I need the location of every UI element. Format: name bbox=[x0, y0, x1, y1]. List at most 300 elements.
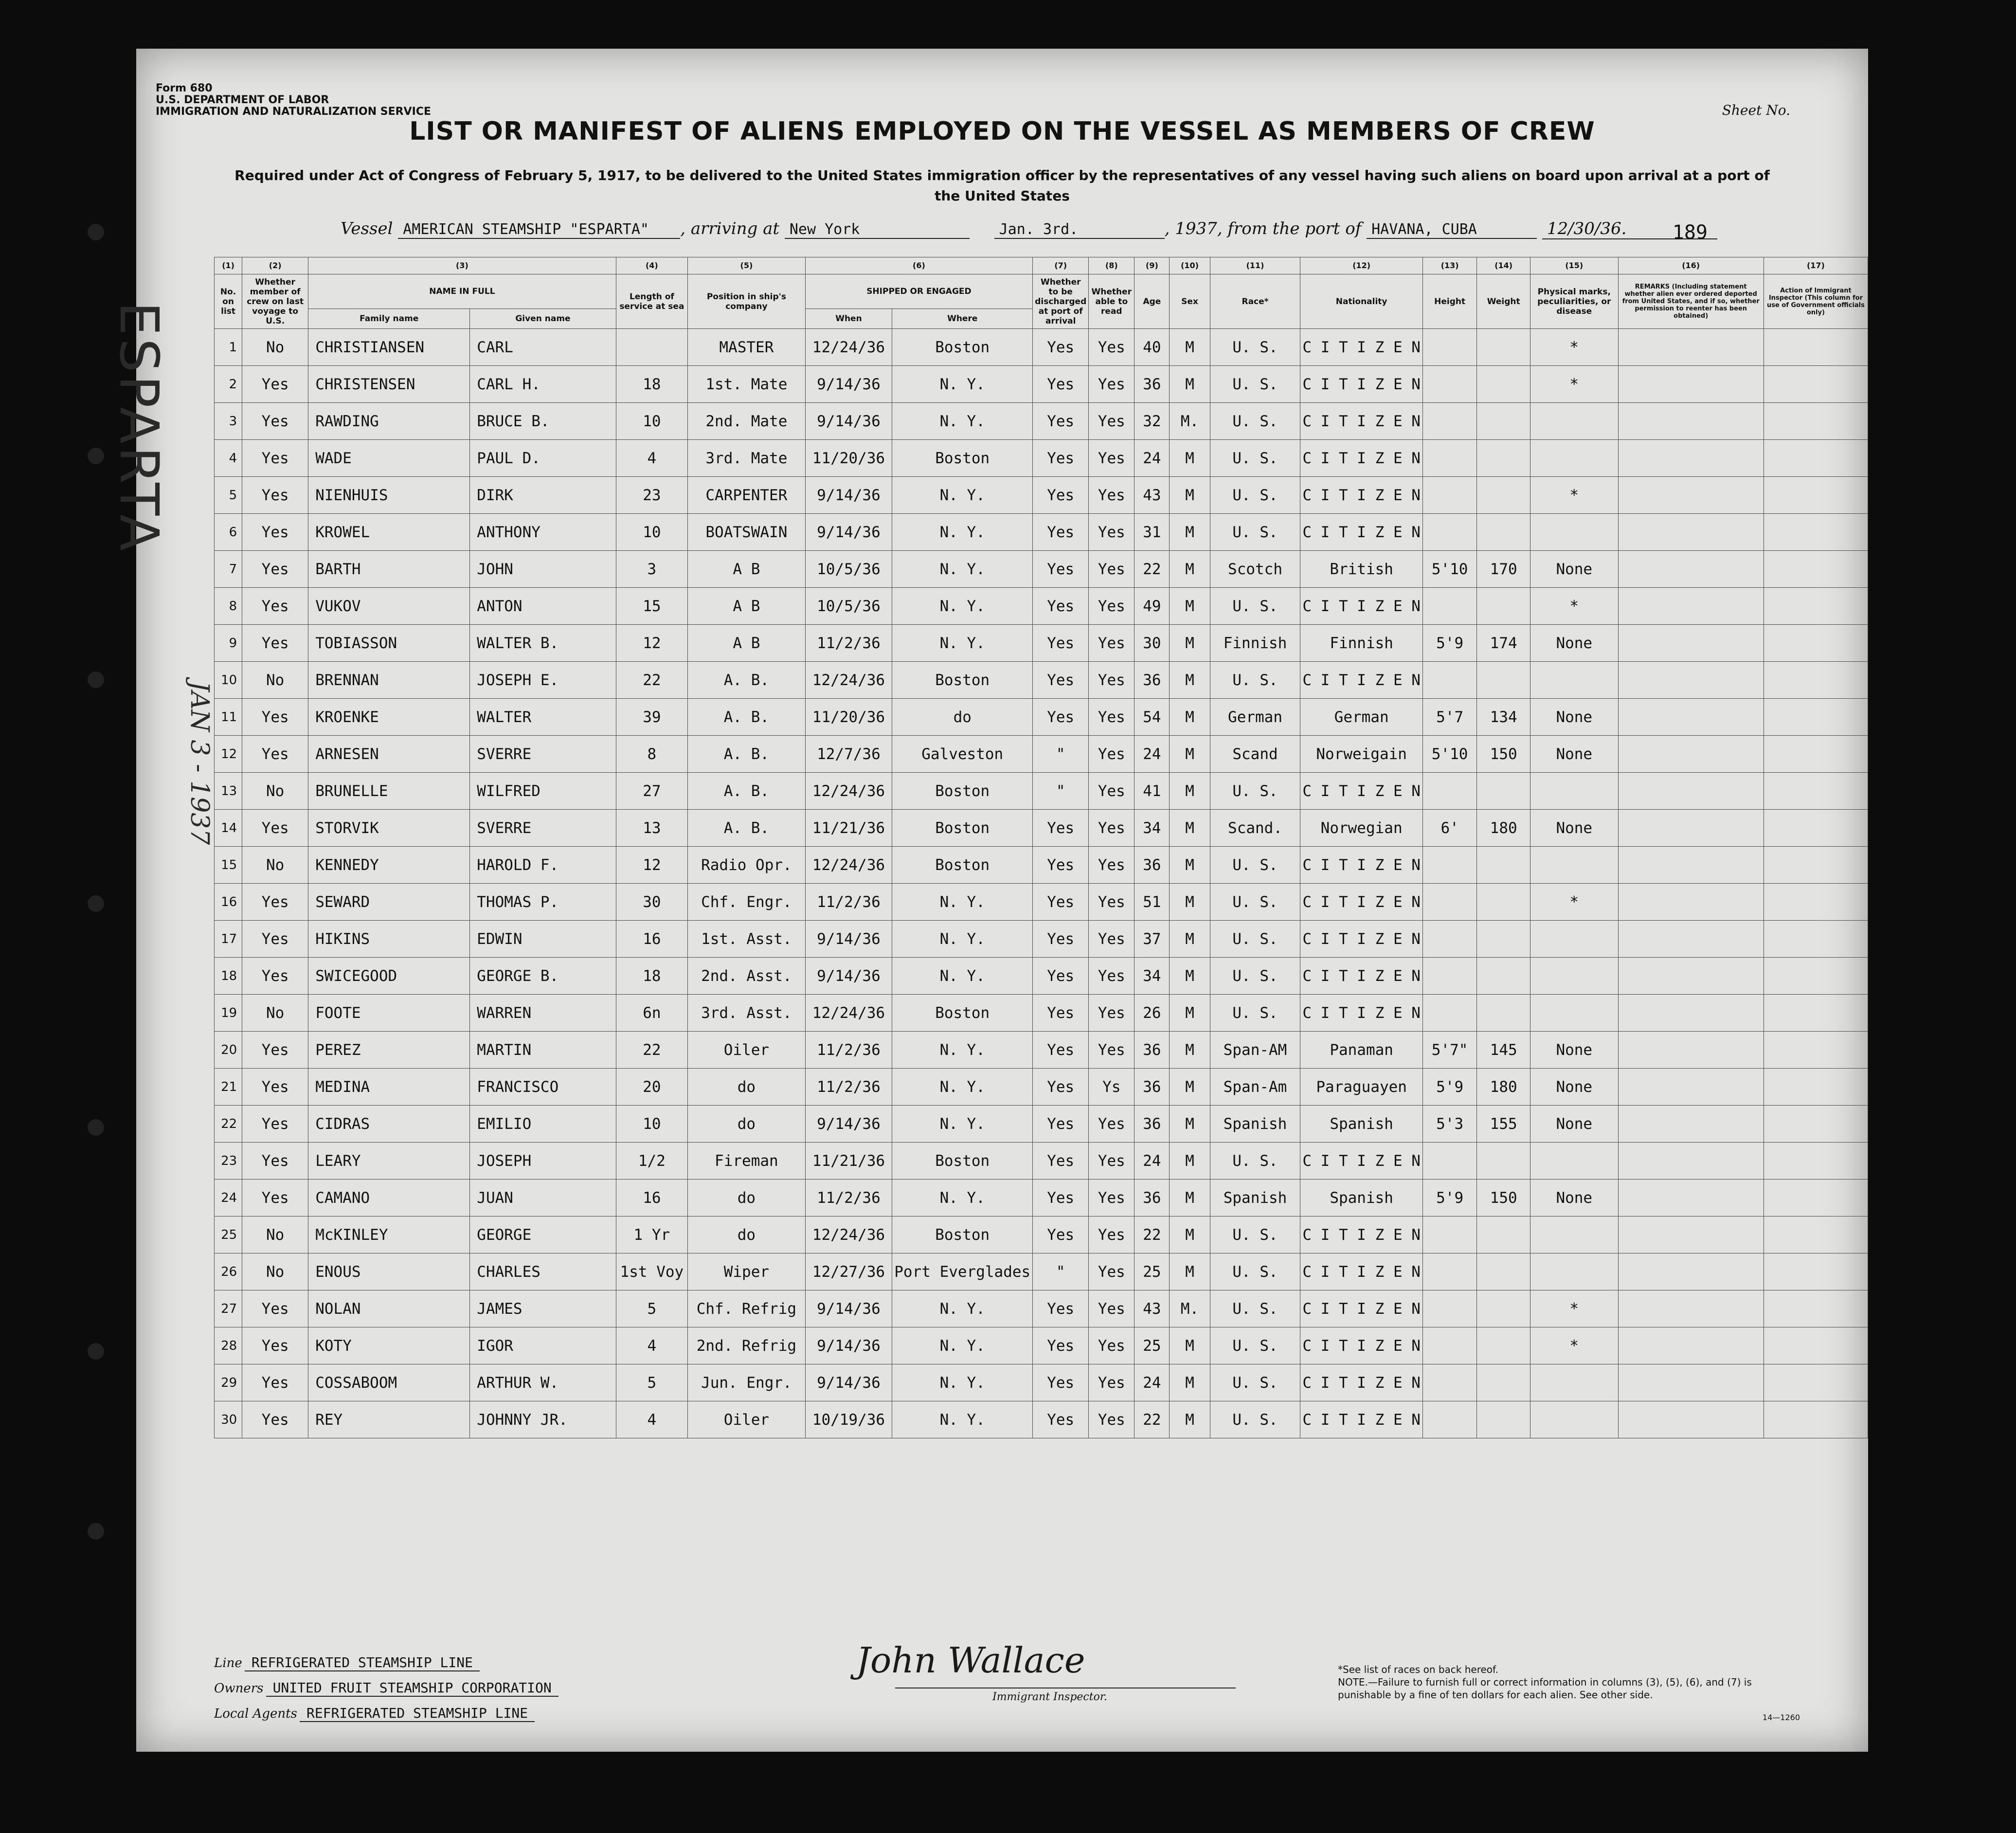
cell-nationality: C I T I Z E N bbox=[1300, 662, 1423, 699]
cell-position: A B bbox=[688, 625, 805, 662]
cell-weight: 180 bbox=[1477, 810, 1530, 847]
cell-length-of-service: 18 bbox=[616, 958, 688, 995]
cell-family-name: REY bbox=[308, 1401, 470, 1438]
cell-where: N. Y. bbox=[892, 921, 1033, 958]
cell-position: 1st. Mate bbox=[688, 366, 805, 403]
cell-inspector-action bbox=[1764, 366, 1868, 403]
cell-able-to-read: Yes bbox=[1089, 736, 1134, 773]
cell-inspector-action bbox=[1764, 958, 1868, 995]
cell-length-of-service: 5 bbox=[616, 1290, 688, 1327]
cell-able-to-read: Yes bbox=[1089, 1253, 1134, 1290]
cell-last-voyage: Yes bbox=[242, 699, 308, 736]
cell-able-to-read: Yes bbox=[1089, 995, 1134, 1032]
column-number-row bbox=[215, 257, 1868, 274]
cell-family-name: STORVIK bbox=[308, 810, 470, 847]
cell-able-to-read: Yes bbox=[1089, 551, 1134, 588]
cell-physical-marks: None bbox=[1530, 1180, 1619, 1216]
cell-list-number: 13 bbox=[215, 773, 242, 810]
cell-age: 22 bbox=[1134, 1216, 1170, 1253]
cell-when: 9/14/36 bbox=[805, 366, 892, 403]
col-number: (13) bbox=[1422, 257, 1476, 274]
cell-nationality: British bbox=[1300, 551, 1423, 588]
punch-hole bbox=[88, 1343, 104, 1360]
cell-discharged: Yes bbox=[1033, 1216, 1089, 1253]
header-height: Height bbox=[1422, 274, 1476, 329]
cell-physical-marks bbox=[1530, 1216, 1619, 1253]
cell-when: 9/14/36 bbox=[805, 1327, 892, 1364]
cell-nationality: German bbox=[1300, 699, 1423, 736]
cell-physical-marks bbox=[1530, 847, 1619, 884]
cell-family-name: NIENHUIS bbox=[308, 477, 470, 514]
penalty-note: NOTE.—Failure to furnish full or correct information in columns (3), (5), (6), and (7) is punishable by a fine of ten dollars for each alien. See other side. bbox=[1338, 1676, 1752, 1701]
cell-sex: M bbox=[1170, 1143, 1210, 1180]
cell-age: 31 bbox=[1134, 514, 1170, 551]
cell-length-of-service: 1/2 bbox=[616, 1143, 688, 1180]
cell-inspector-action bbox=[1764, 1180, 1868, 1216]
cell-age: 43 bbox=[1134, 477, 1170, 514]
cell-physical-marks bbox=[1530, 440, 1619, 477]
cell-when: 11/2/36 bbox=[805, 1180, 892, 1216]
cell-given-name: JOHNNY JR. bbox=[470, 1401, 616, 1438]
cell-remarks bbox=[1618, 1180, 1764, 1216]
cell-family-name: CHRISTIANSEN bbox=[308, 329, 470, 366]
cell-inspector-action bbox=[1764, 1143, 1868, 1180]
cell-nationality: C I T I Z E N bbox=[1300, 1364, 1423, 1401]
department-name: U.S. DEPARTMENT OF LABOR bbox=[156, 94, 329, 106]
punch-hole bbox=[88, 224, 104, 240]
cell-position: 2nd. Refrig bbox=[688, 1327, 805, 1364]
cell-family-name: FOOTE bbox=[308, 995, 470, 1032]
cell-height: 5'9 bbox=[1422, 1180, 1476, 1216]
col-number: (10) bbox=[1170, 257, 1210, 274]
table-row bbox=[215, 477, 1868, 514]
crew-list bbox=[215, 329, 1868, 1438]
cell-inspector-action bbox=[1764, 1069, 1868, 1106]
cell-physical-marks bbox=[1530, 773, 1619, 810]
cell-sex: M bbox=[1170, 366, 1210, 403]
cell-remarks bbox=[1618, 588, 1764, 625]
cell-physical-marks: None bbox=[1530, 1032, 1619, 1069]
cell-weight: 170 bbox=[1477, 551, 1530, 588]
header-given-name: Given name bbox=[470, 309, 616, 329]
cell-nationality: C I T I Z E N bbox=[1300, 1253, 1423, 1290]
cell-where: do bbox=[892, 699, 1033, 736]
crew-manifest-table bbox=[214, 257, 1868, 1438]
received-date-stamp: JAN 3 - 1937 bbox=[185, 681, 214, 845]
cell-height bbox=[1422, 847, 1476, 884]
cell-discharged: Yes bbox=[1033, 1032, 1089, 1069]
cell-sex: M. bbox=[1170, 1290, 1210, 1327]
cell-age: 36 bbox=[1134, 366, 1170, 403]
cell-last-voyage: Yes bbox=[242, 1143, 308, 1180]
cell-nationality: C I T I Z E N bbox=[1300, 847, 1423, 884]
cell-length-of-service: 15 bbox=[616, 588, 688, 625]
cell-height bbox=[1422, 1290, 1476, 1327]
cell-race: U. S. bbox=[1210, 329, 1300, 366]
cell-given-name: FRANCISCO bbox=[470, 1069, 616, 1106]
col-number: (11) bbox=[1210, 257, 1300, 274]
table-row bbox=[215, 551, 1868, 588]
cell-race: U. S. bbox=[1210, 995, 1300, 1032]
cell-inspector-action bbox=[1764, 1032, 1868, 1069]
cell-race: U. S. bbox=[1210, 366, 1300, 403]
cell-position: 2nd. Mate bbox=[688, 403, 805, 440]
cell-position: do bbox=[688, 1069, 805, 1106]
cell-when: 11/2/36 bbox=[805, 1032, 892, 1069]
cell-physical-marks: * bbox=[1530, 1290, 1619, 1327]
form-identifier bbox=[156, 83, 431, 118]
cell-inspector-action bbox=[1764, 1327, 1868, 1364]
agents-label: Local Agents bbox=[214, 1706, 297, 1721]
cell-position: Chf. Refrig bbox=[688, 1290, 805, 1327]
cell-age: 41 bbox=[1134, 773, 1170, 810]
table-row bbox=[215, 736, 1868, 773]
cell-sex: M bbox=[1170, 773, 1210, 810]
cell-sex: M bbox=[1170, 847, 1210, 884]
cell-able-to-read: Yes bbox=[1089, 403, 1134, 440]
header-weight: Weight bbox=[1477, 274, 1530, 329]
cell-list-number: 28 bbox=[215, 1327, 242, 1364]
cell-remarks bbox=[1618, 736, 1764, 773]
sheet-number-label: Sheet No. bbox=[1722, 102, 1790, 118]
cell-nationality: C I T I Z E N bbox=[1300, 1401, 1423, 1438]
cell-nationality: C I T I Z E N bbox=[1300, 1327, 1423, 1364]
cell-race: Spanish bbox=[1210, 1106, 1300, 1143]
cell-family-name: PEREZ bbox=[308, 1032, 470, 1069]
cell-discharged: Yes bbox=[1033, 995, 1089, 1032]
cell-given-name: MARTIN bbox=[470, 1032, 616, 1069]
cell-when: 11/20/36 bbox=[805, 440, 892, 477]
cell-where: N. Y. bbox=[892, 1327, 1033, 1364]
cell-where: Boston bbox=[892, 329, 1033, 366]
cell-weight bbox=[1477, 1216, 1530, 1253]
punch-hole bbox=[88, 895, 104, 912]
cell-age: 25 bbox=[1134, 1253, 1170, 1290]
cell-weight bbox=[1477, 1143, 1530, 1180]
cell-list-number: 16 bbox=[215, 884, 242, 921]
cell-able-to-read: Yes bbox=[1089, 1143, 1134, 1180]
header-family-name: Family name bbox=[308, 309, 470, 329]
header-race: Race* bbox=[1210, 274, 1300, 329]
cell-discharged: Yes bbox=[1033, 1364, 1089, 1401]
cell-family-name: CIDRAS bbox=[308, 1106, 470, 1143]
cell-list-number: 22 bbox=[215, 1106, 242, 1143]
cell-sex: M bbox=[1170, 1327, 1210, 1364]
cell-remarks bbox=[1618, 958, 1764, 995]
line-field bbox=[214, 1654, 480, 1670]
cell-discharged: " bbox=[1033, 736, 1089, 773]
table-row bbox=[215, 662, 1868, 699]
cell-nationality: C I T I Z E N bbox=[1300, 884, 1423, 921]
cell-height bbox=[1422, 403, 1476, 440]
table-row bbox=[215, 1401, 1868, 1438]
cell-given-name: GEORGE bbox=[470, 1216, 616, 1253]
table-row bbox=[215, 884, 1868, 921]
cell-nationality: C I T I Z E N bbox=[1300, 1216, 1423, 1253]
cell-able-to-read: Yes bbox=[1089, 699, 1134, 736]
cell-sex: M bbox=[1170, 1032, 1210, 1069]
cell-last-voyage: Yes bbox=[242, 1364, 308, 1401]
cell-list-number: 10 bbox=[215, 662, 242, 699]
cell-family-name: SWICEGOOD bbox=[308, 958, 470, 995]
cell-age: 40 bbox=[1134, 329, 1170, 366]
cell-last-voyage: No bbox=[242, 847, 308, 884]
cell-weight: 180 bbox=[1477, 1069, 1530, 1106]
cell-list-number: 3 bbox=[215, 403, 242, 440]
cell-length-of-service: 4 bbox=[616, 1401, 688, 1438]
table-row bbox=[215, 958, 1868, 995]
cell-length-of-service: 18 bbox=[616, 366, 688, 403]
cell-given-name: CARL H. bbox=[470, 366, 616, 403]
cell-inspector-action bbox=[1764, 1106, 1868, 1143]
cell-physical-marks: None bbox=[1530, 625, 1619, 662]
inspector-label: Immigrant Inspector. bbox=[992, 1691, 1107, 1703]
inspector-signature: John Wallace bbox=[856, 1640, 1085, 1681]
cell-age: 36 bbox=[1134, 1032, 1170, 1069]
cell-nationality: Norwegian bbox=[1300, 810, 1423, 847]
cell-family-name: KROWEL bbox=[308, 514, 470, 551]
cell-nationality: C I T I Z E N bbox=[1300, 514, 1423, 551]
cell-when: 11/20/36 bbox=[805, 699, 892, 736]
cell-length-of-service: 22 bbox=[616, 1032, 688, 1069]
cell-age: 54 bbox=[1134, 699, 1170, 736]
cell-able-to-read: Yes bbox=[1089, 366, 1134, 403]
cell-sex: M bbox=[1170, 514, 1210, 551]
cell-sex: M bbox=[1170, 1069, 1210, 1106]
agents-value: REFRIGERATED STEAMSHIP LINE bbox=[300, 1705, 535, 1722]
cell-age: 24 bbox=[1134, 1364, 1170, 1401]
cell-height: 5'7 bbox=[1422, 699, 1476, 736]
cell-discharged: Yes bbox=[1033, 1069, 1089, 1106]
cell-position: MASTER bbox=[688, 329, 805, 366]
cell-height bbox=[1422, 995, 1476, 1032]
header-physical-marks: Physical marks, peculiarities, or disease bbox=[1530, 274, 1619, 329]
cell-last-voyage: Yes bbox=[242, 477, 308, 514]
cell-inspector-action bbox=[1764, 1290, 1868, 1327]
cell-last-voyage: No bbox=[242, 995, 308, 1032]
manifest-sheet bbox=[108, 49, 1868, 1752]
cell-race: U. S. bbox=[1210, 847, 1300, 884]
cell-last-voyage: Yes bbox=[242, 625, 308, 662]
col-number: (3) bbox=[308, 257, 616, 274]
cell-physical-marks bbox=[1530, 921, 1619, 958]
cell-sex: M bbox=[1170, 810, 1210, 847]
cell-discharged: " bbox=[1033, 773, 1089, 810]
cell-height bbox=[1422, 1364, 1476, 1401]
cell-list-number: 12 bbox=[215, 736, 242, 773]
cell-position: A. B. bbox=[688, 699, 805, 736]
cell-race: U. S. bbox=[1210, 921, 1300, 958]
cell-height bbox=[1422, 1253, 1476, 1290]
cell-able-to-read: Yes bbox=[1089, 1180, 1134, 1216]
cell-position: A. B. bbox=[688, 773, 805, 810]
service-name: IMMIGRATION AND NATURALIZATION SERVICE bbox=[156, 106, 432, 118]
cell-able-to-read: Yes bbox=[1089, 625, 1134, 662]
cell-given-name: JOSEPH bbox=[470, 1143, 616, 1180]
cell-position: Wiper bbox=[688, 1253, 805, 1290]
cell-position: Oiler bbox=[688, 1401, 805, 1438]
cell-race: U. S. bbox=[1210, 1253, 1300, 1290]
cell-discharged: Yes bbox=[1033, 958, 1089, 995]
header-where: Where bbox=[892, 309, 1033, 329]
cell-length-of-service bbox=[616, 329, 688, 366]
cell-height: 5'9 bbox=[1422, 1069, 1476, 1106]
cell-physical-marks bbox=[1530, 1401, 1619, 1438]
cell-inspector-action bbox=[1764, 477, 1868, 514]
cell-physical-marks: None bbox=[1530, 551, 1619, 588]
cell-when: 9/14/36 bbox=[805, 477, 892, 514]
cell-discharged: Yes bbox=[1033, 1106, 1089, 1143]
header-shipped-or-engaged: SHIPPED OR ENGAGED bbox=[805, 274, 1033, 309]
cell-where: N. Y. bbox=[892, 514, 1033, 551]
cell-remarks bbox=[1618, 1253, 1764, 1290]
cell-remarks bbox=[1618, 1032, 1764, 1069]
table-row bbox=[215, 1216, 1868, 1253]
cell-age: 36 bbox=[1134, 847, 1170, 884]
cell-nationality: Panaman bbox=[1300, 1032, 1423, 1069]
cell-last-voyage: No bbox=[242, 1253, 308, 1290]
col-number: (15) bbox=[1530, 257, 1619, 274]
cell-height: 5'3 bbox=[1422, 1106, 1476, 1143]
cell-physical-marks bbox=[1530, 995, 1619, 1032]
header-last-voyage: Whether member of crew on last voyage to U.S. bbox=[242, 274, 308, 329]
cell-sex: M bbox=[1170, 1180, 1210, 1216]
cell-height bbox=[1422, 958, 1476, 995]
cell-position: 2nd. Asst. bbox=[688, 958, 805, 995]
cell-remarks bbox=[1618, 1106, 1764, 1143]
cell-height: 6' bbox=[1422, 810, 1476, 847]
cell-able-to-read: Ys bbox=[1089, 1069, 1134, 1106]
cell-age: 32 bbox=[1134, 403, 1170, 440]
cell-inspector-action bbox=[1764, 403, 1868, 440]
cell-age: 22 bbox=[1134, 1401, 1170, 1438]
cell-able-to-read: Yes bbox=[1089, 810, 1134, 847]
cell-race: U. S. bbox=[1210, 1401, 1300, 1438]
cell-length-of-service: 20 bbox=[616, 1069, 688, 1106]
owners-value: UNITED FRUIT STEAMSHIP CORPORATION bbox=[266, 1680, 558, 1697]
cell-age: 30 bbox=[1134, 625, 1170, 662]
cell-nationality: C I T I Z E N bbox=[1300, 958, 1423, 995]
cell-discharged: Yes bbox=[1033, 1290, 1089, 1327]
cell-physical-marks bbox=[1530, 1143, 1619, 1180]
cell-family-name: COSSABOOM bbox=[308, 1364, 470, 1401]
punch-hole bbox=[88, 671, 104, 688]
table-row bbox=[215, 1032, 1868, 1069]
cell-where: N. Y. bbox=[892, 884, 1033, 921]
cell-weight: 174 bbox=[1477, 625, 1530, 662]
cell-height: 5'10 bbox=[1422, 736, 1476, 773]
cell-race: German bbox=[1210, 699, 1300, 736]
cell-discharged: Yes bbox=[1033, 662, 1089, 699]
cell-family-name: KOTY bbox=[308, 1327, 470, 1364]
cell-discharged: Yes bbox=[1033, 625, 1089, 662]
col-number: (12) bbox=[1300, 257, 1423, 274]
cell-discharged: Yes bbox=[1033, 1180, 1089, 1216]
cell-when: 11/2/36 bbox=[805, 625, 892, 662]
col-number: (1) bbox=[215, 257, 242, 274]
cell-position: do bbox=[688, 1180, 805, 1216]
cell-sex: M bbox=[1170, 477, 1210, 514]
cell-length-of-service: 16 bbox=[616, 1180, 688, 1216]
header-name-in-full: NAME IN FULL bbox=[308, 274, 616, 309]
cell-last-voyage: Yes bbox=[242, 1106, 308, 1143]
cell-age: 24 bbox=[1134, 736, 1170, 773]
cell-remarks bbox=[1618, 1327, 1764, 1364]
cell-last-voyage: Yes bbox=[242, 1401, 308, 1438]
cell-list-number: 14 bbox=[215, 810, 242, 847]
table-row bbox=[215, 995, 1868, 1032]
cell-nationality: Norweigain bbox=[1300, 736, 1423, 773]
cell-weight: 155 bbox=[1477, 1106, 1530, 1143]
cell-discharged: Yes bbox=[1033, 810, 1089, 847]
cell-nationality: C I T I Z E N bbox=[1300, 477, 1423, 514]
cell-given-name: CARL bbox=[470, 329, 616, 366]
cell-age: 25 bbox=[1134, 1327, 1170, 1364]
cell-able-to-read: Yes bbox=[1089, 1106, 1134, 1143]
cell-last-voyage: Yes bbox=[242, 551, 308, 588]
cell-when: 11/2/36 bbox=[805, 884, 892, 921]
cell-discharged: Yes bbox=[1033, 1143, 1089, 1180]
cell-height bbox=[1422, 1401, 1476, 1438]
cell-race: Span-AM bbox=[1210, 1032, 1300, 1069]
cell-last-voyage: No bbox=[242, 329, 308, 366]
cell-sex: M. bbox=[1170, 403, 1210, 440]
cell-when: 12/24/36 bbox=[805, 773, 892, 810]
header-discharged: Whether to be discharged at port of arrival bbox=[1033, 274, 1089, 329]
cell-age: 24 bbox=[1134, 1143, 1170, 1180]
cell-given-name: THOMAS P. bbox=[470, 884, 616, 921]
header-able-to-read: Whether able to read bbox=[1089, 274, 1134, 329]
cell-length-of-service: 10 bbox=[616, 1106, 688, 1143]
table-row bbox=[215, 366, 1868, 403]
cell-remarks bbox=[1618, 625, 1764, 662]
cell-height bbox=[1422, 1216, 1476, 1253]
cell-where: Galveston bbox=[892, 736, 1033, 773]
cell-discharged: " bbox=[1033, 1253, 1089, 1290]
cell-race: Span-Am bbox=[1210, 1069, 1300, 1106]
cell-weight: 134 bbox=[1477, 699, 1530, 736]
cell-weight bbox=[1477, 662, 1530, 699]
cell-last-voyage: No bbox=[242, 773, 308, 810]
cell-physical-marks: None bbox=[1530, 810, 1619, 847]
cell-nationality: C I T I Z E N bbox=[1300, 366, 1423, 403]
cell-height bbox=[1422, 477, 1476, 514]
cell-list-number: 20 bbox=[215, 1032, 242, 1069]
cell-remarks bbox=[1618, 847, 1764, 884]
cell-race: U. S. bbox=[1210, 1216, 1300, 1253]
cell-race: U. S. bbox=[1210, 477, 1300, 514]
cell-weight: 145 bbox=[1477, 1032, 1530, 1069]
punch-hole bbox=[88, 1119, 104, 1136]
cell-where: Boston bbox=[892, 440, 1033, 477]
cell-family-name: HIKINS bbox=[308, 921, 470, 958]
col-number: (6) bbox=[805, 257, 1033, 274]
cell-height: 5'10 bbox=[1422, 551, 1476, 588]
cell-when: 11/21/36 bbox=[805, 1143, 892, 1180]
cell-length-of-service: 1 Yr bbox=[616, 1216, 688, 1253]
cell-remarks bbox=[1618, 1216, 1764, 1253]
cell-given-name: EDWIN bbox=[470, 921, 616, 958]
cell-inspector-action bbox=[1764, 1401, 1868, 1438]
cell-able-to-read: Yes bbox=[1089, 958, 1134, 995]
cell-inspector-action bbox=[1764, 773, 1868, 810]
cell-nationality: C I T I Z E N bbox=[1300, 995, 1423, 1032]
cell-length-of-service: 6n bbox=[616, 995, 688, 1032]
cell-list-number: 5 bbox=[215, 477, 242, 514]
cell-discharged: Yes bbox=[1033, 1327, 1089, 1364]
cell-where: Boston bbox=[892, 995, 1033, 1032]
cell-position: do bbox=[688, 1106, 805, 1143]
